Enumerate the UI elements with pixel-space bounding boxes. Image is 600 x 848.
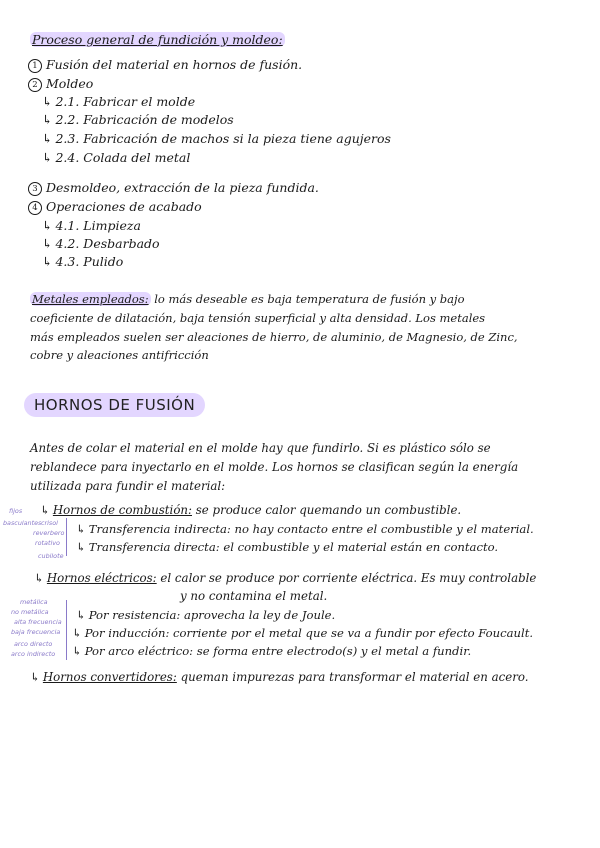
step-number-badge: 2 xyxy=(28,78,42,92)
arrow-icon: ↳ xyxy=(42,236,53,251)
combustion-sub-1: ↳ Transferencia indirecta: no hay contacto entre el combustible y el material. xyxy=(76,522,534,536)
arrow-icon: ↳ xyxy=(76,608,86,622)
note-bracket xyxy=(66,518,67,556)
metals-line-3: más empleados suelen ser aleaciones de hierro, de aluminio, de Magnesio, de Zinc, xyxy=(30,330,518,344)
process-step-2: 2 Moldeo xyxy=(28,76,93,92)
substep-4-3: ↳ 4.3. Pulido xyxy=(42,254,124,269)
electric-sub-2: ↳ Por inducción: corriente por el metal que se va a fundir por efecto Foucault. xyxy=(72,626,534,640)
note-bracket xyxy=(66,600,67,660)
margin-note: cubilote xyxy=(38,552,64,560)
combustion-line: ↳ Hornos de combustión: se produce calor quemando un combustible. xyxy=(40,503,462,517)
margin-note: fijos xyxy=(9,507,23,515)
metals-line-4: cobre y aleaciones antifricción xyxy=(30,348,209,362)
converters-label: Hornos convertidores: xyxy=(42,670,177,684)
substep-2-2: ↳ 2.2. Fabricación de modelos xyxy=(42,112,234,127)
arrow-icon: ↳ xyxy=(42,254,53,269)
intro-line-3: utilizada para fundir el material: xyxy=(30,479,226,493)
arrow-icon: ↳ xyxy=(72,626,82,640)
margin-note: metálica xyxy=(20,598,48,606)
margin-note: basculantes xyxy=(3,519,42,527)
arrow-icon: ↳ xyxy=(42,218,53,233)
metals-line-2: coeficiente de dilatación, baja tensión superficial y alta densidad. Los metales xyxy=(30,311,486,325)
electric-label: Hornos eléctricos: xyxy=(46,571,157,585)
arrow-icon: ↳ xyxy=(42,150,53,165)
step-number-badge: 3 xyxy=(28,182,42,196)
metals-label: Metales empleados: xyxy=(32,292,149,306)
electric-line-2: y no contamina el metal. xyxy=(180,589,328,603)
arrow-icon: ↳ xyxy=(42,112,53,127)
electric-line-1: ↳ Hornos eléctricos: el calor se produce por corriente eléctrica. Es muy controlable xyxy=(34,571,537,585)
combustion-label: Hornos de combustión: xyxy=(52,503,192,517)
process-step-4: 4 Operaciones de acabado xyxy=(28,199,202,215)
arrow-icon: ↳ xyxy=(76,522,86,536)
arrow-icon: ↳ xyxy=(30,670,40,684)
step-number-badge: 4 xyxy=(28,201,42,215)
section-heading: HORNOS DE FUSIÓN xyxy=(24,393,205,417)
arrow-icon: ↳ xyxy=(76,540,86,554)
electric-sub-3: ↳ Por arco eléctrico: se forma entre electrodo(s) y el metal a fundir. xyxy=(72,644,472,658)
substep-2-3: ↳ 2.3. Fabricación de machos si la pieza tiene agujeros xyxy=(42,131,391,146)
margin-note: arco directo xyxy=(14,640,53,648)
margin-note: rotativo xyxy=(35,539,60,547)
arrow-icon: ↳ xyxy=(40,503,50,517)
arrow-icon: ↳ xyxy=(72,644,82,658)
margin-note: arco indirecto xyxy=(11,650,56,658)
combustion-sub-2: ↳ Transferencia directa: el combustible y el material están en contacto. xyxy=(76,540,499,554)
margin-note: crisol xyxy=(41,519,58,527)
electric-sub-1: ↳ Por resistencia: aprovecha la ley de Joule. xyxy=(76,608,336,622)
intro-line-1: Antes de colar el material en el molde hay que fundirlo. Si es plástico sólo se xyxy=(30,441,491,455)
margin-note: no metálica xyxy=(11,608,49,616)
substep-4-2: ↳ 4.2. Desbarbado xyxy=(42,236,160,251)
process-step-3: 3 Desmoldeo, extracción de la pieza fundida. xyxy=(28,180,319,196)
process-step-1: 1 Fusión del material en hornos de fusión. xyxy=(28,57,302,73)
margin-note: baja frecuencia xyxy=(11,628,61,636)
arrow-icon: ↳ xyxy=(34,571,44,585)
substep-2-4: ↳ 2.4. Colada del metal xyxy=(42,150,191,165)
substep-4-1: ↳ 4.1. Limpieza xyxy=(42,218,141,233)
step-number-badge: 1 xyxy=(28,59,42,73)
margin-note: reverbero xyxy=(33,529,65,537)
margin-note: alta frecuencia xyxy=(14,618,62,626)
arrow-icon: ↳ xyxy=(42,94,53,109)
substep-2-1: ↳ 2.1. Fabricar el molde xyxy=(42,94,196,109)
converters-line: ↳ Hornos convertidores: queman impurezas para transformar el material en acero. xyxy=(30,670,529,684)
arrow-icon: ↳ xyxy=(42,131,53,146)
metals-line-1: Metales empleados: lo más deseable es baja temperatura de fusión y bajo xyxy=(32,292,465,306)
process-title: Proceso general de fundición y moldeo: xyxy=(32,32,283,47)
intro-line-2: reblandece para inyectarlo en el molde. Los hornos se clasifican según la energía xyxy=(30,460,519,474)
